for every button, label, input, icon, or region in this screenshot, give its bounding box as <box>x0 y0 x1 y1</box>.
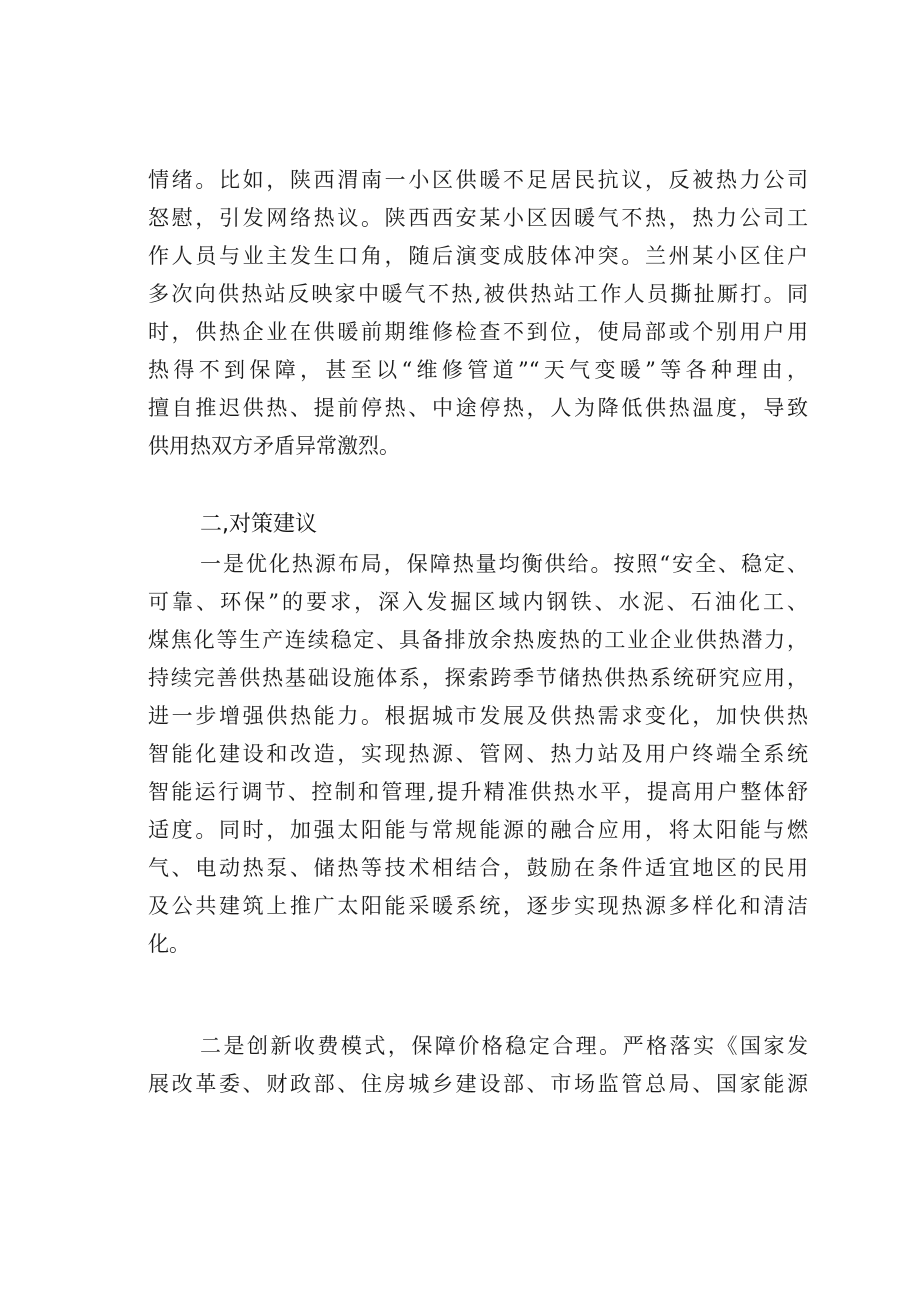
text-line: 二是创新收费模式，保障价格稳定合理。严格落实《国家发 <box>200 1034 808 1058</box>
text-line: 化。 <box>148 932 190 956</box>
text-line: 展改革委、财政部、住房城乡建设部、市场监管总局、国家能源 <box>148 1072 808 1096</box>
text-line: 擅自推迟供热、提前停热、中途停热，人为降低供热温度，导致 <box>148 396 808 420</box>
text-line: 作人员与业主发生口角，随后演变成肢体冲突。兰州某小区住户 <box>148 244 808 268</box>
text-line: 煤焦化等生产连续稳定、具备排放余热废热的工业企业供热潜力， <box>148 628 808 652</box>
text-line: 可靠、环保”的要求，深入发掘区域内钢铁、水泥、石油化工、 <box>148 590 808 614</box>
text-line: 热得不到保障，甚至以“维修管道”“天气变暖”等各种理由， <box>148 358 808 382</box>
text-line: 供用热双方矛盾异常激烈。 <box>148 434 400 458</box>
text-line: 多次向供热站反映家中暖气不热,被供热站工作人员撕扯厮打。同 <box>148 282 808 306</box>
text-line: 情绪。比如，陕西渭南一小区供暖不足居民抗议，反被热力公司 <box>148 168 808 192</box>
section-heading: 二,对策建议 <box>200 512 317 537</box>
text-line: 适度。同时，加强太阳能与常规能源的融合应用，将太阳能与燃 <box>148 818 808 842</box>
text-line: 进一步增强供热能力。根据城市发展及供热需求变化，加快供热 <box>148 704 808 728</box>
text-line: 怒慰，引发网络热议。陕西西安某小区因暖气不热，热力公司工 <box>148 206 808 230</box>
text-line: 持续完善供热基础设施体系，探索跨季节储热供热系统研究应用， <box>148 666 808 690</box>
text-line: 及公共建筑上推广太阳能采暖系统，逐步实现热源多样化和清洁 <box>148 894 808 918</box>
text-line: 智能化建设和改造，实现热源、管网、热力站及用户终端全系统 <box>148 742 808 766</box>
text-line: 一是优化热源布局，保障热量均衡供给。按照“安全、稳定、 <box>200 552 808 576</box>
text-line: 时，供热企业在供暖前期维修检查不到位，使局部或个别用户用 <box>148 320 808 344</box>
text-line: 气、电动热泵、储热等技术相结合，鼓励在条件适宜地区的民用 <box>148 856 808 880</box>
text-line: 智能运行调节、控制和管理,提升精准供热水平，提高用户整体舒 <box>148 780 808 804</box>
